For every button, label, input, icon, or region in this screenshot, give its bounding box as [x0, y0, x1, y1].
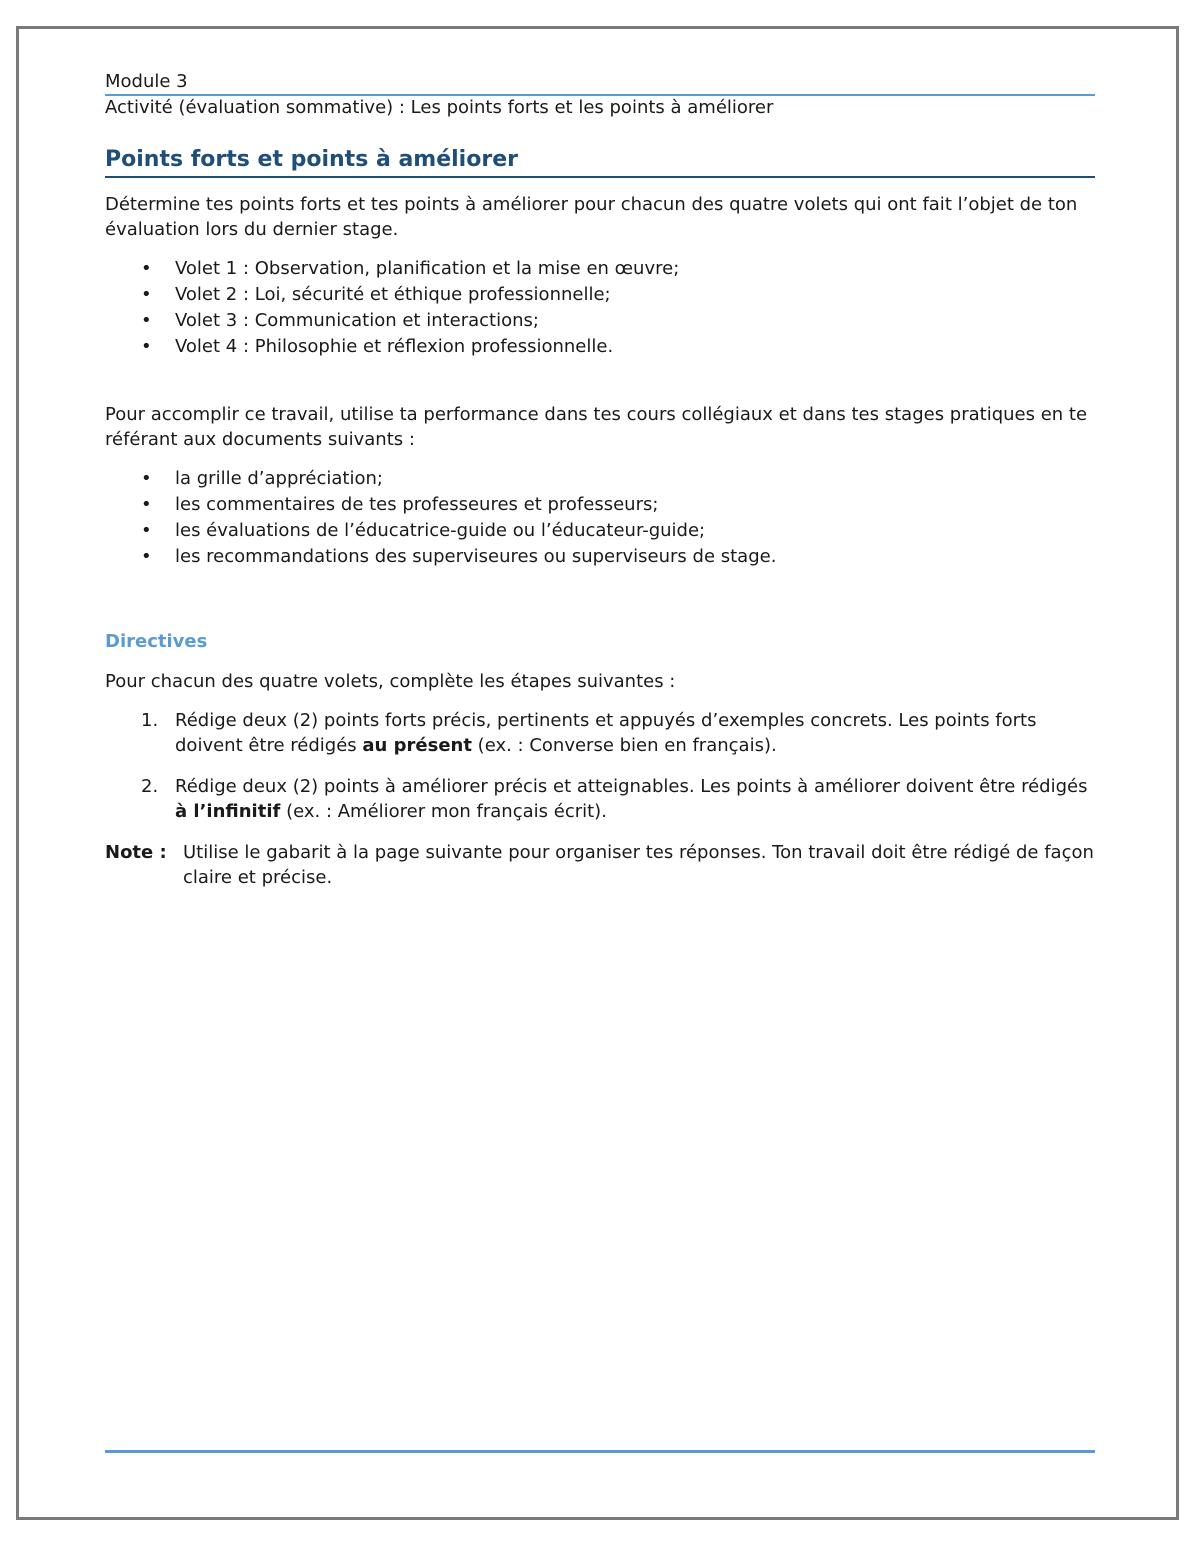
bullet-icon: • — [141, 284, 152, 305]
step-text: Rédige deux (2) points forts précis, pertinents et appuyés d’exemples concrets. Les points forts doivent être rédigés — [175, 709, 1037, 756]
header-module: Module 3 — [105, 71, 188, 92]
intro-paragraph: Détermine tes points forts et tes points à améliorer pour chacun des quatre volets qui ont fait l’objet de ton évaluation lors du dernier stage. — [105, 194, 1078, 240]
directives-intro: Pour chacun des quatre volets, complète les étapes suivantes : — [105, 670, 676, 692]
bullet-icon: • — [141, 494, 152, 515]
note-label: Note : — [105, 841, 167, 863]
list-item-text: Volet 2 : Loi, sécurité et éthique professionnelle; — [175, 284, 611, 305]
list-item-text: Volet 1 : Observation, planification et la mise en œuvre; — [175, 258, 680, 279]
list-item-text: les évaluations de l’éducatrice-guide ou l’éducateur-guide; — [175, 520, 706, 541]
bullet-icon: • — [141, 468, 152, 489]
list-item — [105, 256, 1095, 282]
document-body — [105, 70, 1095, 890]
step-text-end: (ex. : Converse bien en français). — [471, 734, 777, 756]
note-text: Utilise le gabarit à la page suivante pour organiser tes réponses. Ton travail doit être rédigé de façon claire et précise. — [183, 841, 1094, 888]
step-item — [105, 708, 1095, 758]
list-item — [105, 492, 1095, 518]
bullet-icon: • — [141, 520, 152, 541]
step-emphasis: au présent — [362, 734, 472, 756]
bullet-icon: • — [141, 310, 152, 331]
list-item-text: Volet 4 : Philosophie et réflexion professionnelle. — [175, 336, 614, 357]
directives-heading: Directives — [105, 631, 208, 652]
list-item — [105, 544, 1095, 570]
documents-intro-paragraph: Pour accomplir ce travail, utilise ta performance dans tes cours collégiaux et dans tes stages pratiques en te référant aux documents suivants : — [105, 404, 1088, 450]
documents-list — [105, 466, 1095, 570]
volets-list — [105, 256, 1095, 360]
list-item-text: les recommandations des superviseures ou superviseurs de stage. — [175, 546, 777, 567]
page-title: Points forts et points à améliorer — [105, 147, 518, 172]
header-activity: Activité (évaluation sommative) : Les points forts et les points à améliorer — [105, 97, 774, 118]
bullet-icon: • — [141, 258, 152, 279]
bullet-icon: • — [141, 336, 152, 357]
note-paragraph — [105, 840, 1095, 890]
list-item — [105, 518, 1095, 544]
footer-rule — [105, 1450, 1095, 1453]
list-item-text: Volet 3 : Communication et interactions; — [175, 310, 539, 331]
list-item — [105, 308, 1095, 334]
step-emphasis: à l’infinitif — [175, 800, 281, 822]
directives-steps — [105, 708, 1095, 824]
step-number: 2. — [141, 775, 159, 797]
list-item — [105, 334, 1095, 360]
step-text: Rédige deux (2) points à améliorer précis et atteignables. Les points à améliorer doivent être rédigés — [175, 775, 1088, 797]
step-number: 1. — [141, 709, 159, 731]
bullet-icon: • — [141, 546, 152, 567]
step-text-end: (ex. : Améliorer mon français écrit). — [280, 800, 607, 822]
title-rule — [105, 176, 1095, 178]
list-item — [105, 282, 1095, 308]
step-item — [105, 774, 1095, 824]
list-item-text: les commentaires de tes professeures et professeurs; — [175, 494, 659, 515]
list-item-text: la grille d’appréciation; — [175, 468, 383, 489]
list-item — [105, 466, 1095, 492]
